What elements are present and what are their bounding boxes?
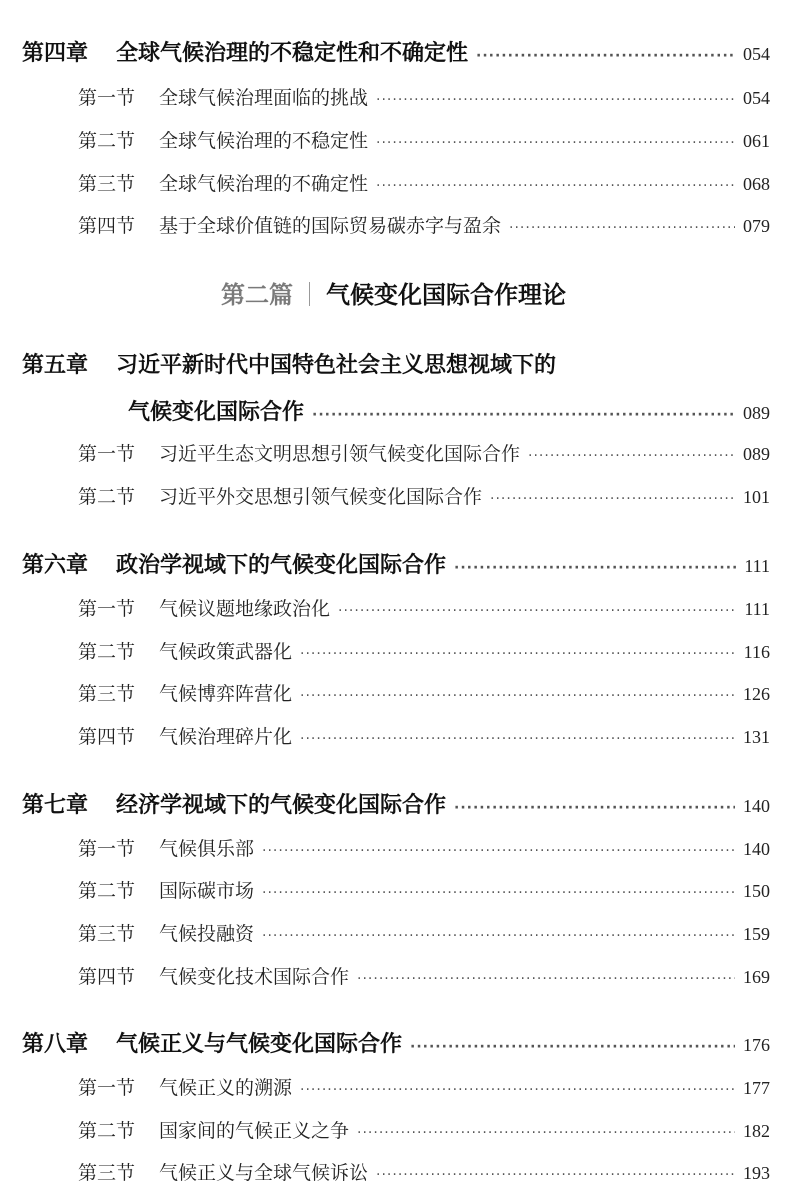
dot-leader [300,688,735,704]
page-number: 111 [744,556,770,576]
page-number: 068 [743,174,770,194]
section-title: 全球气候治理面临的挑战 [159,87,369,109]
dot-leader [357,1125,735,1141]
toc-section-row[interactable] [78,876,770,903]
page-number: 140 [743,796,770,816]
section-number: 第二节 [78,880,136,902]
section-number: 第三节 [78,923,136,945]
part-title: 气候变化国际合作理论 [326,281,566,309]
toc-section-row[interactable] [78,1158,770,1185]
section-title: 习近平外交思想引领气候变化国际合作 [159,486,483,508]
dot-leader [376,178,735,194]
section-number: 第四节 [78,215,136,237]
chapter-title: 政治学视域下的气候变化国际合作 [116,553,447,578]
page-number: 131 [743,727,770,747]
section-title: 基于全球价值链的国际贸易碳赤字与盈余 [159,215,502,237]
section-title: 习近平生态文明思想引领气候变化国际合作 [159,443,521,465]
dot-leader [528,448,735,464]
section-number: 第一节 [78,1077,136,1099]
part-label: 第二篇 [221,281,293,309]
toc-chapter-row[interactable] [22,348,770,379]
section-number: 第二节 [78,130,136,152]
dot-leader [262,885,735,901]
toc-chapter-row-continued[interactable] [128,395,770,426]
section-title: 气候投融资 [159,923,255,945]
page-number: 140 [743,839,770,859]
section-title: 全球气候治理的不确定性 [159,173,369,195]
section-title: 气候治理碎片化 [159,726,293,748]
dot-leader [509,220,735,236]
dot-leader [410,1039,735,1055]
section-title: 气候议题地缘政治化 [159,598,331,620]
page-number: 176 [743,1035,770,1055]
section-number: 第一节 [78,87,136,109]
toc-section-row[interactable] [78,637,770,664]
toc-section-row[interactable] [78,919,770,946]
part-heading [0,275,787,310]
section-number: 第二节 [78,641,136,663]
toc-section-row[interactable] [78,962,770,989]
page-number: 101 [743,487,770,507]
toc-chapter-row[interactable] [22,548,770,579]
chapter-title-line2: 气候变化国际合作 [128,400,305,425]
dot-leader [454,560,736,576]
dot-leader [376,92,735,108]
dot-leader [300,1082,735,1098]
section-title: 国际碳市场 [159,880,255,902]
section-title: 气候正义的溯源 [159,1077,293,1099]
toc-chapter-row[interactable] [22,1027,770,1058]
section-number: 第二节 [78,486,136,508]
section-number: 第一节 [78,598,136,620]
toc-section-row[interactable] [78,679,770,706]
page-number: 089 [743,403,770,423]
toc-section-row[interactable] [78,594,770,621]
section-number: 第四节 [78,726,136,748]
toc-chapter-row[interactable] [22,36,770,67]
section-title: 国家间的气候正义之争 [159,1120,350,1142]
page-number: 111 [744,599,770,619]
toc-section-row[interactable] [78,169,770,196]
section-number: 第三节 [78,173,136,195]
page-number: 193 [743,1163,770,1183]
chapter-title: 全球气候治理的不稳定性和不确定性 [116,41,469,66]
toc-section-row[interactable] [78,482,770,509]
dot-leader [338,603,736,619]
dot-leader [300,731,735,747]
section-number: 第一节 [78,443,136,465]
chapter-number: 第七章 [22,793,89,818]
section-title: 全球气候治理的不稳定性 [159,130,369,152]
chapter-number: 第四章 [22,41,89,66]
page-number: 182 [743,1121,770,1141]
section-title: 气候变化技术国际合作 [159,966,350,988]
toc-section-row[interactable] [78,722,770,749]
toc-section-row[interactable] [78,1116,770,1143]
toc-chapter-row[interactable] [22,788,770,819]
toc-section-row[interactable] [78,834,770,861]
chapter-title: 气候正义与气候变化国际合作 [116,1032,403,1057]
dot-leader [312,407,735,423]
chapter-number: 第八章 [22,1032,89,1057]
toc-section-row[interactable] [78,83,770,110]
chapter-number: 第五章 [22,353,89,378]
toc-section-row[interactable] [78,126,770,153]
page-number: 169 [743,967,770,987]
section-title: 气候政策武器化 [159,641,293,663]
chapter-number: 第六章 [22,553,89,578]
part-divider [309,282,310,306]
chapter-title: 经济学视域下的气候变化国际合作 [116,793,447,818]
page-number: 150 [743,881,770,901]
toc-section-row[interactable] [78,211,770,238]
toc-section-row[interactable] [78,1073,770,1100]
section-title: 气候正义与全球气候诉讼 [159,1162,369,1184]
section-number: 第四节 [78,966,136,988]
page-number: 177 [743,1078,770,1098]
toc-section-row[interactable] [78,439,770,466]
section-number: 第一节 [78,838,136,860]
dot-leader [262,843,735,859]
section-number: 第三节 [78,683,136,705]
dot-leader [262,928,735,944]
dot-leader [376,1167,735,1183]
dot-leader [357,971,735,987]
section-title: 气候俱乐部 [159,838,255,860]
dot-leader [300,646,736,662]
page-number: 159 [743,924,770,944]
page-number: 126 [743,684,770,704]
chapter-title-line1: 习近平新时代中国特色社会主义思想视域下的 [116,353,557,378]
dot-leader [454,800,735,816]
section-title: 气候博弈阵营化 [159,683,293,705]
page-number: 116 [743,642,770,662]
dot-leader [376,135,735,151]
dot-leader [490,491,735,507]
dot-leader [476,48,735,64]
section-number: 第二节 [78,1120,136,1142]
page-number: 054 [743,44,770,64]
page-number: 079 [743,216,770,236]
page-number: 061 [743,131,770,151]
section-number: 第三节 [78,1162,136,1184]
page-number: 054 [743,88,770,108]
page-number: 089 [743,444,770,464]
